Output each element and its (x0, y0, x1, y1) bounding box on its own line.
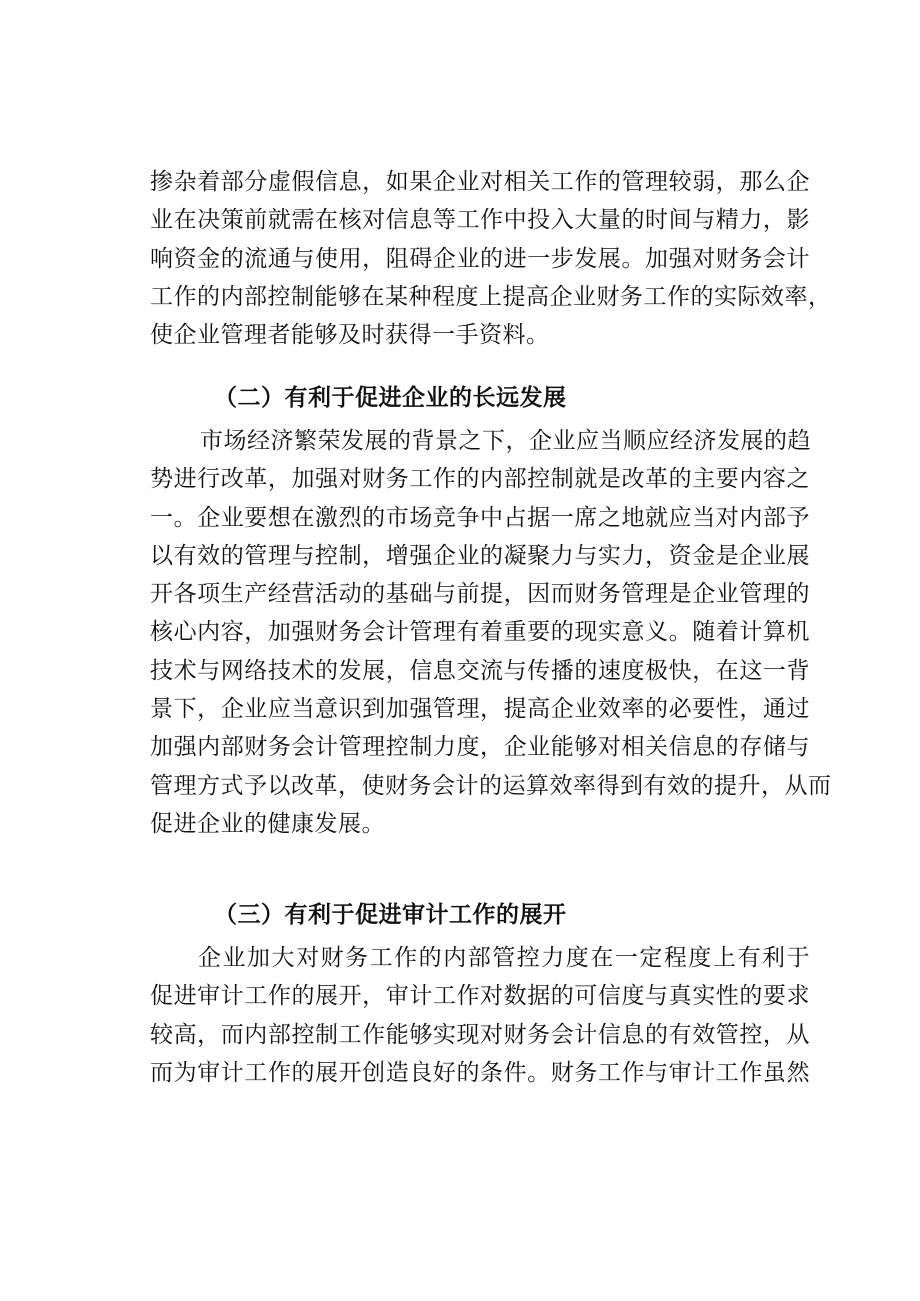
section-heading-3: （三）有利于促进审计工作的展开 (214, 902, 567, 928)
text-line: 掺杂着部分虚假信息，如果企业对相关工作的管理较弱，那么企 (150, 169, 810, 195)
text-line: 技术与网络技术的发展，信息交流与传播的速度极快，在这一背 (150, 657, 810, 684)
text-line: 响资金的流通与使用，阻碍企业的进一步发展。加强对财务会计 (150, 245, 810, 272)
text-line: 景下，企业应当意识到加强管理，提高企业效率的必要性，通过 (150, 696, 810, 723)
text-line: 以有效的管理与控制，增强企业的凝聚力与实力，资金是企业展 (150, 542, 810, 569)
text-line: 而为审计工作的展开创造良好的条件。财务工作与审计工作虽然 (150, 1059, 810, 1086)
text-line: 较高，而内部控制工作能够实现对财务会计信息的有效管控，从 (150, 1021, 810, 1048)
text-line: 一。企业要想在激烈的市场竞争中占据一席之地就应当对内部予 (150, 504, 810, 531)
paragraph-2 (150, 422, 832, 843)
text-line: 市场经济繁荣发展的背景之下，企业应当顺应经济发展的趋 (200, 428, 811, 454)
text-line: 工作的内部控制能够在某种程度上提高企业财务工作的实际效率， (150, 283, 832, 310)
section-heading-2: （二）有利于促进企业的长远发展 (214, 385, 567, 411)
paragraph-1 (150, 163, 832, 354)
text-line: 促进审计工作的展开，审计工作对数据的可信度与真实性的要求 (150, 983, 810, 1010)
text-line: 加强内部财务会计管理控制力度，企业能够对相关信息的存储与 (150, 734, 810, 761)
text-line: 使企业管理者能够及时获得一手资料。 (150, 322, 550, 349)
text-line: 核心内容，加强财务会计管理有着重要的现实意义。随着计算机 (150, 619, 810, 646)
text-line: 势进行改革，加强对财务工作的内部控制就是改革的主要内容之 (150, 466, 810, 493)
paragraph-3 (150, 939, 810, 1092)
text-line: 促进企业的健康发展。 (150, 810, 385, 837)
text-line: 管理方式予以改革，使财务会计的运算效率得到有效的提升，从而 (150, 772, 832, 799)
text-line: 开各项生产经营活动的基础与前提，因而财务管理是企业管理的 (150, 581, 810, 608)
text-line: 企业加大对财务工作的内部管控力度在一定程度上有利于 (198, 945, 810, 971)
text-line: 业在决策前就需在核对信息等工作中投入大量的时间与精力，影 (150, 207, 810, 234)
